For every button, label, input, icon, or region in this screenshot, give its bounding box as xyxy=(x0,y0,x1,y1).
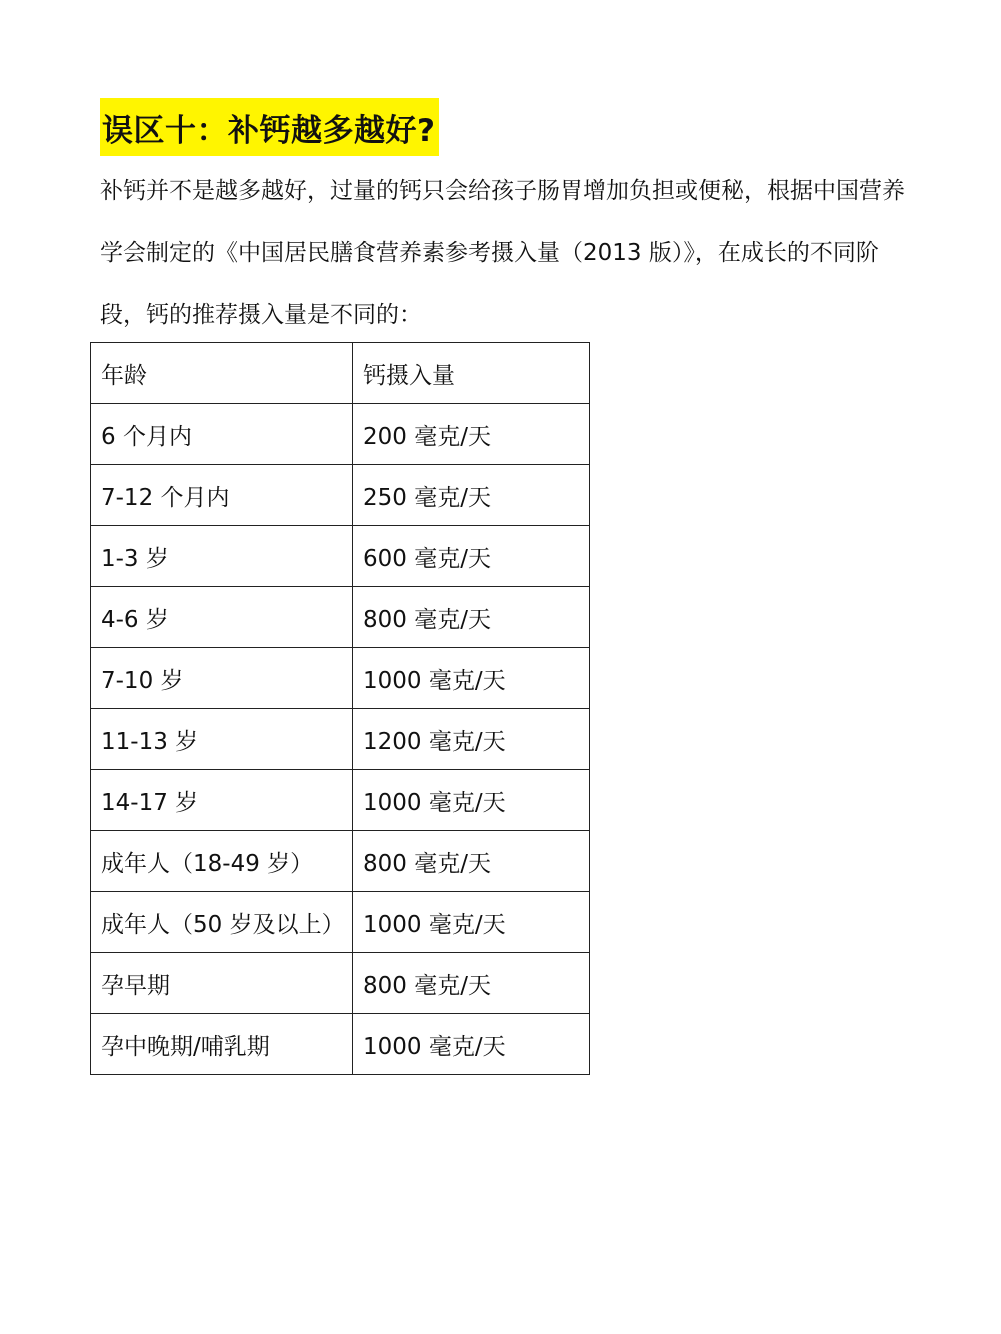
intake-cell: 1200 毫克/天 xyxy=(353,709,590,770)
age-cell: 孕早期 xyxy=(91,953,353,1014)
paragraph-line-2: 学会制定的《中国居民膳食营养素参考摄入量（2013 版）》，在成长的不同阶 xyxy=(100,240,879,266)
table-row xyxy=(91,831,590,892)
age-cell: 6 个月内 xyxy=(91,404,353,465)
table-row xyxy=(91,465,590,526)
table-row xyxy=(91,1014,590,1075)
section-heading: 误区十：补钙越多越好? xyxy=(100,98,439,156)
intake-cell: 800 毫克/天 xyxy=(353,831,590,892)
intake-cell: 1000 毫克/天 xyxy=(353,770,590,831)
age-cell: 11-13 岁 xyxy=(91,709,353,770)
paragraph-line-1: 补钙并不是越多越好，过量的钙只会给孩子肠胃增加负担或便秘，根据中国营养 xyxy=(100,178,905,204)
table-row xyxy=(91,892,590,953)
intake-cell: 1000 毫克/天 xyxy=(353,648,590,709)
calcium-intake-table xyxy=(90,342,590,1075)
age-cell: 4-6 岁 xyxy=(91,587,353,648)
age-cell: 7-10 岁 xyxy=(91,648,353,709)
table-row xyxy=(91,953,590,1014)
age-cell: 14-17 岁 xyxy=(91,770,353,831)
table-row xyxy=(91,709,590,770)
age-cell: 1-3 岁 xyxy=(91,526,353,587)
age-cell: 孕中晚期/哺乳期 xyxy=(91,1014,353,1075)
intake-cell: 250 毫克/天 xyxy=(353,465,590,526)
intake-cell: 600 毫克/天 xyxy=(353,526,590,587)
intake-cell: 1000 毫克/天 xyxy=(353,892,590,953)
table-row xyxy=(91,404,590,465)
header-calcium-intake: 钙摄入量 xyxy=(353,343,590,404)
intake-cell: 800 毫克/天 xyxy=(353,587,590,648)
table-header-row xyxy=(91,343,590,404)
age-cell: 成年人（50 岁及以上） xyxy=(91,892,353,953)
table-row xyxy=(91,648,590,709)
age-cell: 成年人（18-49 岁） xyxy=(91,831,353,892)
table-row xyxy=(91,526,590,587)
intake-cell: 200 毫克/天 xyxy=(353,404,590,465)
table-row xyxy=(91,587,590,648)
header-age: 年龄 xyxy=(91,343,353,404)
age-cell: 7-12 个月内 xyxy=(91,465,353,526)
table-row xyxy=(91,770,590,831)
paragraph-line-3: 段，钙的推荐摄入量是不同的： xyxy=(100,302,422,328)
intake-cell: 1000 毫克/天 xyxy=(353,1014,590,1075)
intake-cell: 800 毫克/天 xyxy=(353,953,590,1014)
